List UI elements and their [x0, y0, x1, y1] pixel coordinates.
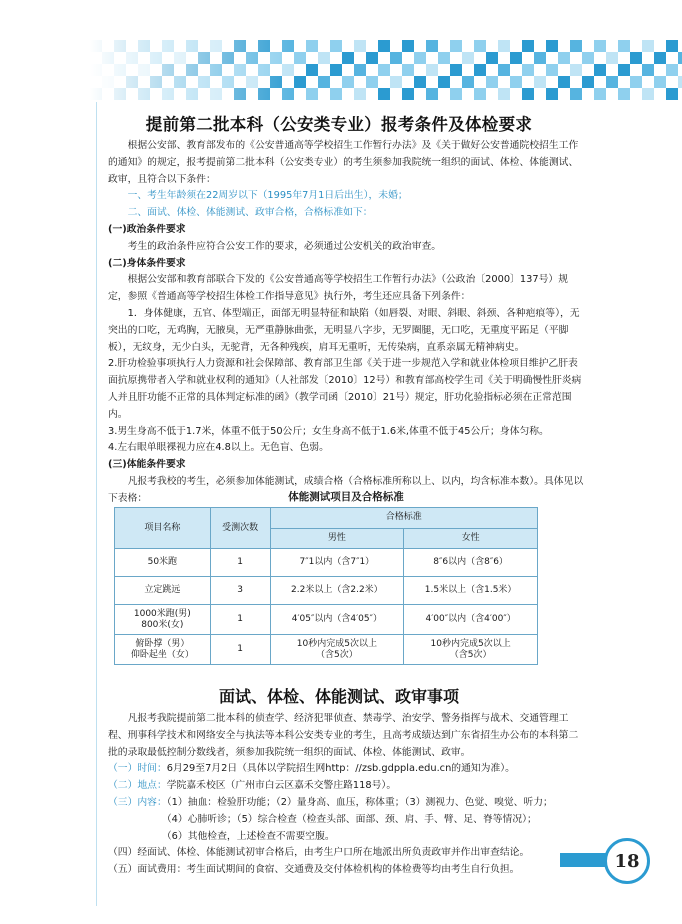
physical-item-1: 1．身体健康，五官、体型端正，面部无明显特征和缺陷（如唇裂、对眼、斜眼、斜颈、各种疤痕等），无突出的口吃，无鸡胸，无腋臭，无严重静脉曲张，无明显八字步，无罗圈腿，无口吃，无重度平跖足（平脚板），无纹身，无少白头，无驼背，无各种残疾，肩耳无重听，无传染病，直系亲属无精神病史。 — [108, 307, 580, 353]
table-header-times: 受测次数 — [210, 508, 270, 549]
time-text: 6月29至7月2日（具体以学院招生网http：//zsb.gdppla.edu.cn的通知为准）。 — [166, 763, 515, 775]
procedure-content — [108, 795, 584, 812]
cell-times: 1 — [210, 605, 270, 635]
cell-times: 1 — [210, 635, 270, 665]
cell-item: 50米跑 — [115, 549, 211, 577]
cell-female: 8″6以内（含8″6） — [404, 549, 538, 577]
cell-male: 2.2米以上（含2.2米） — [270, 577, 404, 605]
procedure-paragraph: 凡报考我院提前第二批本科的侦查学、经济犯罪侦查、禁毒学、治安学、警务指挥与战术、交通管理工程、刑事科学技术和网络安全与执法等本科公安类专业的考生，且高考成绩达到广东省招生办公布的本科第二批的录取最低控制分数线者，须参加我院统一组织的面试、体检、体能测试、政审。 — [108, 713, 579, 758]
procedure-place — [108, 778, 584, 795]
cell-male — [270, 635, 404, 665]
page-title: 提前第二批本科（公安类专业）报考条件及体检要求 — [145, 115, 533, 134]
header-checker-pattern — [90, 40, 682, 100]
cell-item-line2: 800米(女) — [141, 619, 184, 630]
table-row — [115, 605, 538, 635]
procedure-cost: （五）面试费用：考生面试期间的食宿、交通费及交付体检机构的体检费等均由考生自行负担。 — [108, 864, 520, 876]
table-header-male: 男性 — [270, 528, 404, 549]
page-number-band — [560, 853, 606, 867]
page-number: 18 — [604, 838, 650, 884]
table-header-standard: 合格标准 — [270, 508, 538, 529]
content-line-1: （1）抽血：检验肝功能；（2）量身高、血压，称体重；（3）测视力、色觉、嗅觉、听力； — [166, 796, 553, 808]
table-header-female: 女性 — [404, 528, 538, 549]
procedure-time — [108, 761, 584, 778]
cell-female — [404, 635, 538, 665]
fitness-heading: (三)体能条件要求 — [108, 459, 186, 471]
fitness-body: 凡报考我校的考生，必须参加体能测试，成绩合格（合格标准所称以上、以内，均含标准本数）。具体见以下表格： — [108, 475, 584, 504]
cell-female-line1: 10秒内完成5次以上 — [430, 638, 511, 649]
cell-item-line2: 仰卧起坐（女） — [130, 649, 194, 660]
condition-age: 一、考生年龄须在22周岁以下（1995年7月1日后出生），未婚； — [127, 190, 408, 202]
political-heading: (一)政治条件要求 — [108, 223, 186, 235]
political-body: 考生的政治条件应符合公安工作的要求，必须通过公安机关的政治审查。 — [127, 240, 442, 252]
physical-item-2: 2.肝功检验事项执行人力资源和社会保障部、教育部卫生部《关于进一步规范入学和就业体检项目维护乙肝表面抗原携带者入学和就业权利的通知》（人社部发〔2010〕12号）和教育部高校学生司《关于明确慢性肝炎病人并且肝功能不正常的具体判定标准的函》（教学司函〔2010〕21号）规定，肝功化验指标必须在正常范围内。 — [108, 358, 582, 420]
intro-paragraph: 根据公安部、教育部发布的《公安普通高等学校招生工作暂行办法》及《关于做好公安普通院校招生工作的通知》的规定，报考提前第二批本科（公安类专业）的考生须参加我院统一组织的面试、体检、体能测试、政审，且符合以下条件： — [108, 140, 579, 185]
table-title: 体能测试项目及合格标准 — [288, 491, 404, 503]
condition-tests: 二、面试、体检、体能测试、政审合格，合格标准如下： — [127, 207, 373, 219]
section-procedure — [108, 711, 584, 879]
time-label: （一）时间： — [108, 763, 167, 775]
cell-male-line1: 10秒内完成5次以上 — [296, 638, 377, 649]
place-label: （二）地点： — [108, 780, 167, 792]
cell-male: 4′05″以内（含4′05″） — [270, 605, 404, 635]
cell-female: 1.5米以上（含1.5米） — [404, 577, 538, 605]
content-line-2: （4）心肺听诊；（5）综合检查（检查头部、面部、颈、肩、手、臂、足、脊等情况）； — [161, 813, 537, 825]
cell-times: 3 — [210, 577, 270, 605]
cell-female: 4′00″以内（含4′00″） — [404, 605, 538, 635]
cell-item — [115, 605, 211, 635]
procedure-review: （四）经面试、体检、体能测试初审合格后，由考生户口所在地派出所负责政审并作出审查结论。 — [108, 847, 530, 859]
table-header-item: 项目名称 — [115, 508, 211, 549]
content-label: （三）内容： — [108, 796, 167, 808]
table-row — [115, 577, 538, 605]
cell-item: 立定跳远 — [115, 577, 211, 605]
cell-item — [115, 635, 211, 665]
section-title-2: 面试、体检、体能测试、政审事项 — [218, 687, 459, 706]
section-requirements — [108, 138, 584, 508]
place-text: 学院嘉禾校区（广州市白云区嘉禾交警庄路118号）。 — [166, 780, 397, 792]
cell-male-line2: （含5次） — [316, 649, 358, 660]
cell-female-line2: （含5次） — [449, 649, 492, 660]
table-row — [115, 549, 538, 577]
cell-male: 7″1以内（含7″1） — [270, 549, 404, 577]
physical-item-3: 3.男生身高不低于1.7米，体重不低于50公斤；女生身高不低于1.6米,体重不低于45公斤；身体匀称。 — [108, 425, 549, 437]
fitness-table — [114, 507, 538, 665]
physical-body: 根据公安部和教育部联合下发的《公安普通高等学校招生工作暂行办法》（公政治〔2000〕137号）规定，参照《普通高等学校招生体检工作指导意见》执行外，考生还应具备下列条件： — [108, 274, 568, 303]
physical-item-4: 4.左右眼单眼裸视力应在4.8以上。无色盲、色弱。 — [108, 442, 329, 454]
cell-times: 1 — [210, 549, 270, 577]
table-row — [115, 635, 538, 665]
content-line-3: （6）其他检查，上述检查不需要空腹。 — [161, 830, 335, 842]
header-band — [0, 0, 682, 92]
physical-heading: (二)身体条件要求 — [108, 257, 186, 269]
cell-item-line1: 1000米跑(男) — [133, 608, 191, 619]
cell-item-line1: 俯卧撑（男） — [135, 638, 190, 649]
